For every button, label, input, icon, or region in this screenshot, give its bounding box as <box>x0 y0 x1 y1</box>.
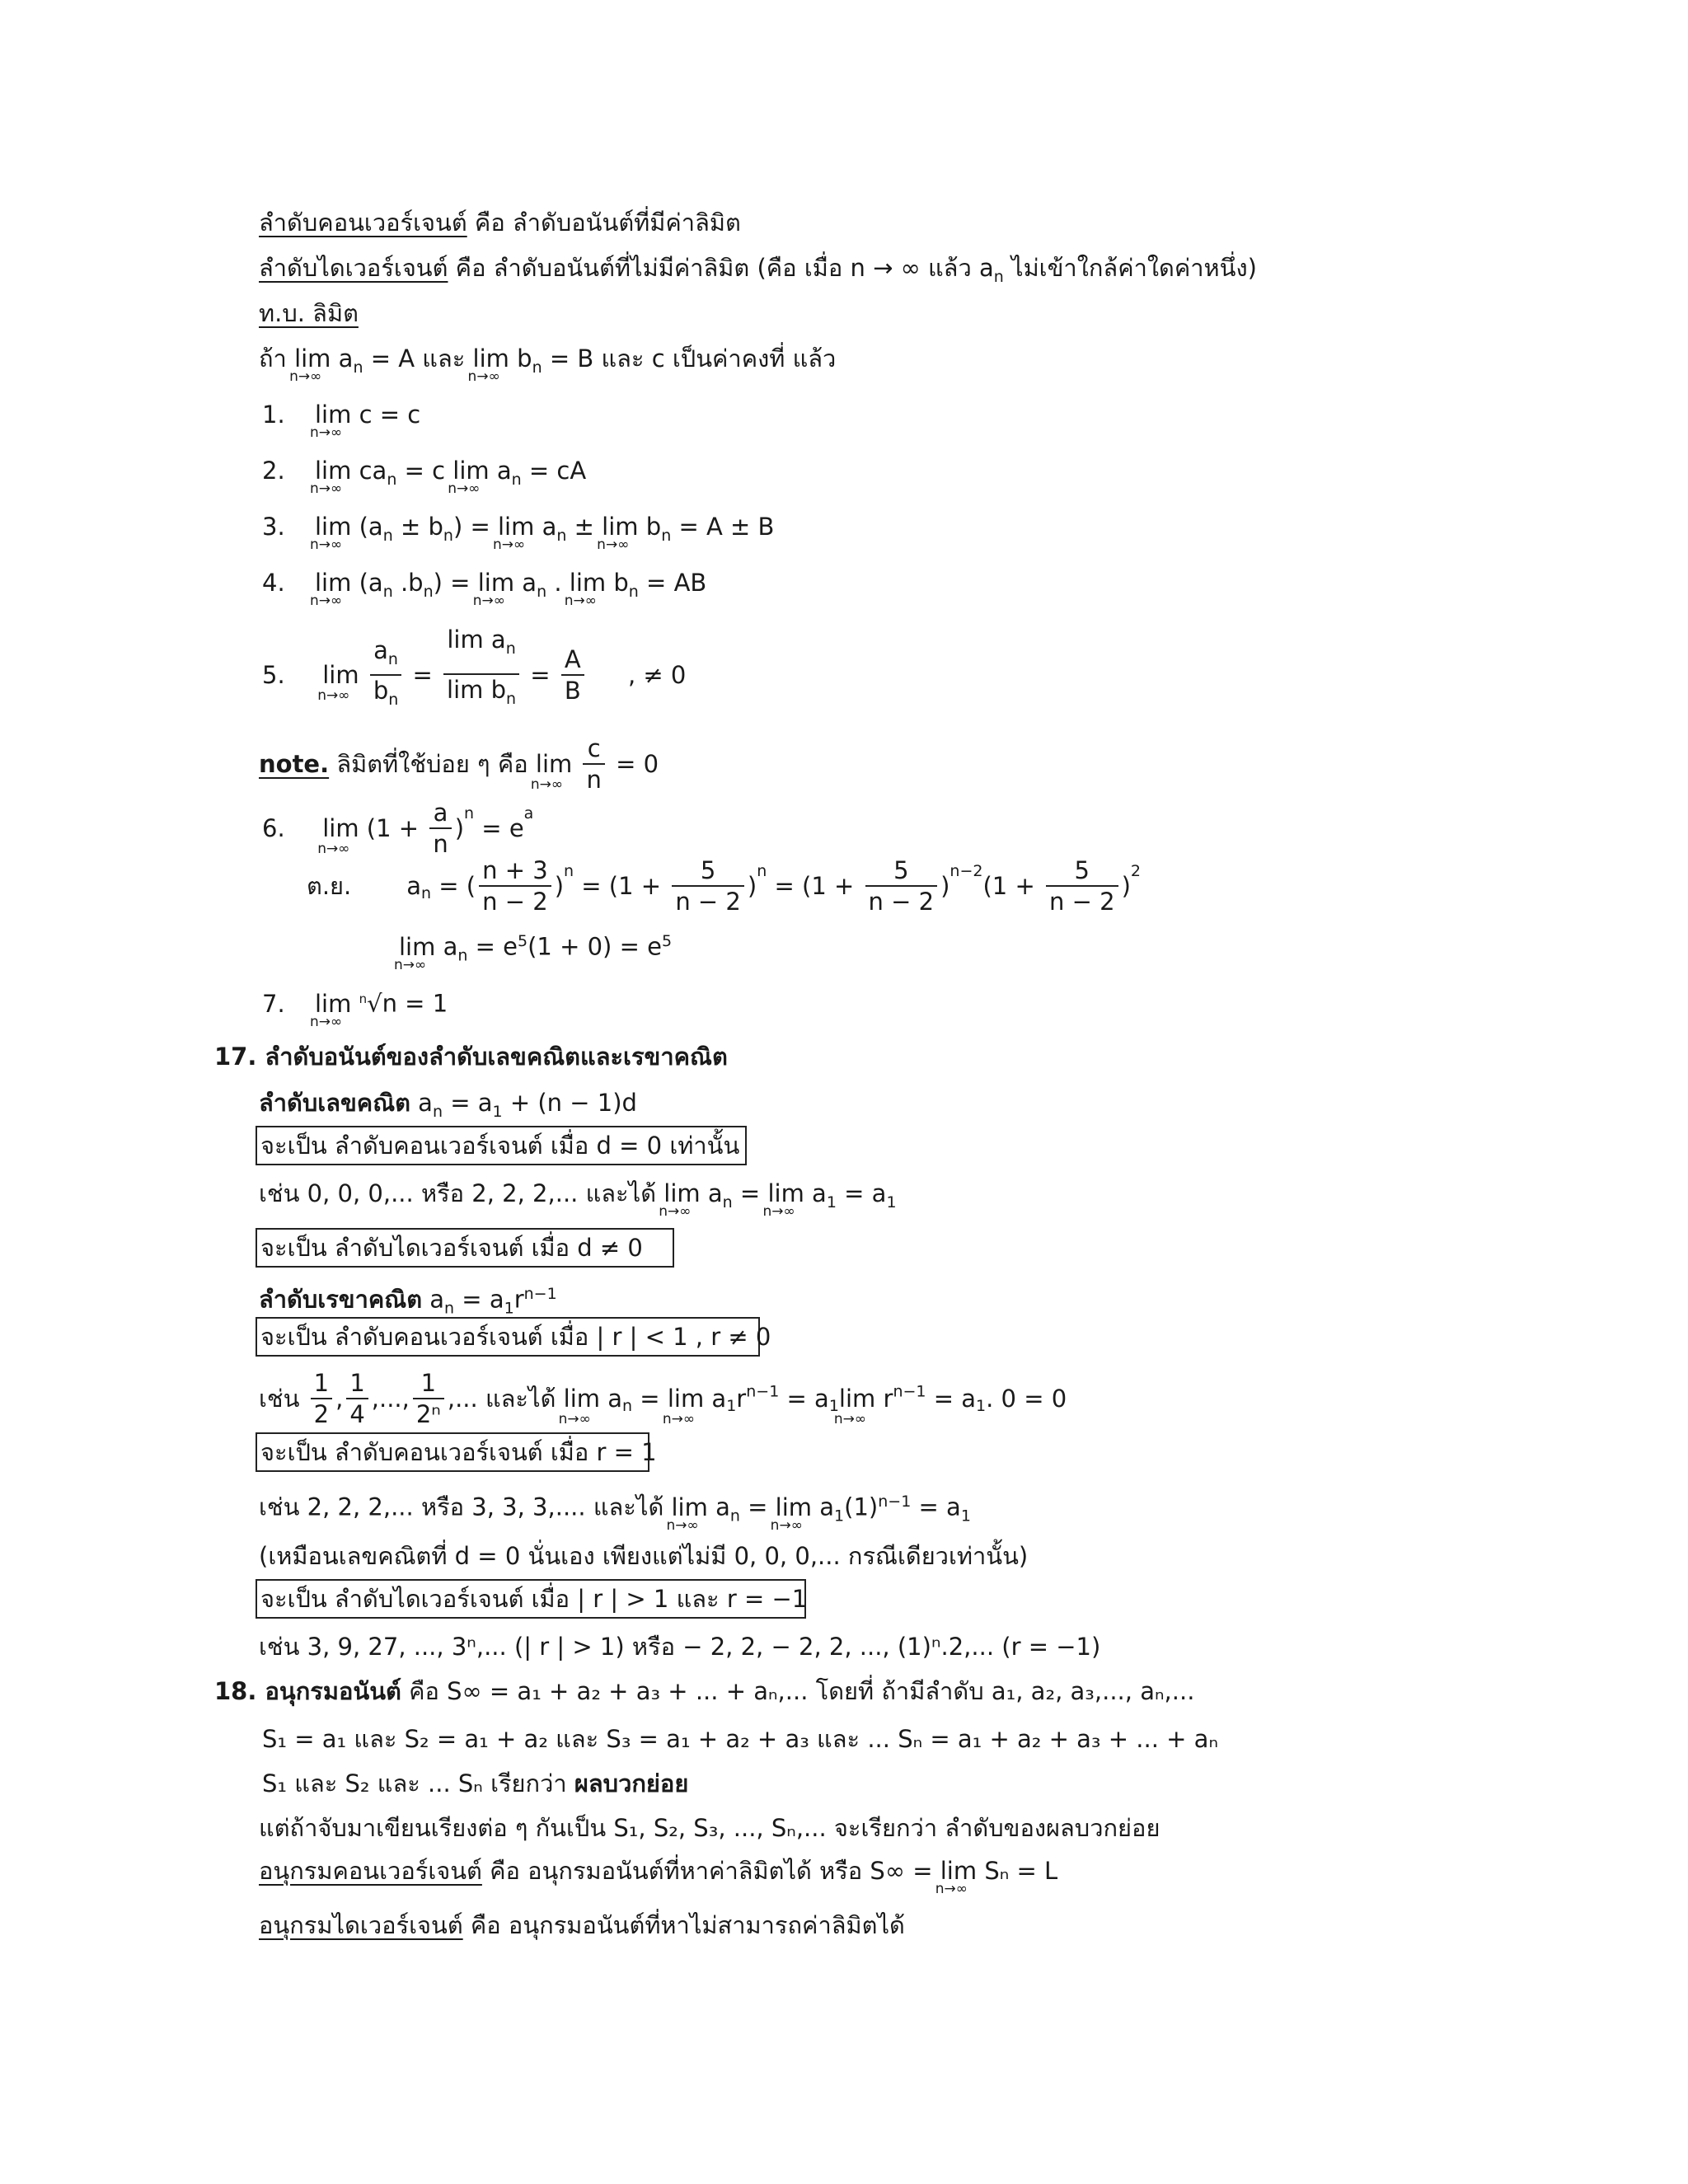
lim-operator: lim n→∞ <box>310 569 352 609</box>
def-divergent-series: อนุกรมไดเวอร์เจนต์ คือ อนุกรมอนันต์ที่หาไม่สามารถค่าลิมิตได้ <box>259 1911 905 1939</box>
fraction-5-n2: $\frac{5}{n - 2}$ <box>865 855 938 916</box>
def-text-2: ไม่เข้าใกล้ค่าใดค่าหนึ่ง) <box>1003 254 1257 282</box>
theorem-premise: ถ้า lim n→∞ $a_n = A$ และ lim n→∞ $b_n = B$ และ c เป็นค่าคงที่ แล้ว <box>259 342 836 384</box>
lim-operator: lim n→∞ <box>448 457 490 497</box>
lim-operator: lim n→∞ <box>472 569 515 609</box>
fraction-5-n2: $\frac{5}{n - 2}$ <box>1046 855 1118 916</box>
boxed-geo-divergent: จะเป็น ลำดับไดเวอร์เจนต์ เมื่อ | r | > 1 และ r = −1 <box>256 1579 806 1619</box>
lim-operator: lim n→∞ <box>659 1179 701 1220</box>
example-rule-6: ต.ย. $a_n$ = ( $\frac{n + 3}{n - 2}$ )$^n$ = (1 + $\frac{5}{n - 2}$ )$^n$ = (1 + $\frac{5}{n - 2}$ )$^{n-2}$(1 + $\frac{5}{n - 2}$ )$^2$ <box>307 856 1141 916</box>
geometric-sequence: ลำดับเรขาคณิต $a_n = a_1r^{n-1}$ <box>259 1285 557 1318</box>
lim-operator: lim n→∞ <box>289 344 331 385</box>
limit-theorem-heading <box>259 297 359 330</box>
lim-operator: lim n→∞ <box>317 660 359 704</box>
geo-example-1: เช่น $\frac{1}{2}$ , $\frac{1}{4}$ ,..., $\frac{1}{\text{2ⁿ}}$ ,... และได้ lim n→∞ $a_n = \lim$ n→∞ $a_1r^{n-1} = a_1\lim$ n→∞ $r^{n-1} = a_1$. 0 = 0 <box>259 1369 1067 1428</box>
lim-operator: lim n→∞ <box>310 401 352 441</box>
text: ถ้า <box>259 344 287 373</box>
lim-operator: lim n→∞ <box>467 344 509 385</box>
text: b <box>509 344 532 373</box>
geo-note-paren: (เหมือนเลขคณิตที่ d = 0 นั่นเอง เพียงแต่ไม่มี 0, 0, 0,... กรณีเดียวเท่านั้น) <box>259 1542 1029 1570</box>
fraction-lim-ratio: $\frac{\lim a_n}{\lim b_n}$ <box>443 625 519 725</box>
def-text: คือ ลำดับอนันต์ที่มีค่าลิมิต <box>467 209 741 237</box>
fraction-n3-n2: $\frac{n + 3}{n - 2}$ <box>479 855 551 916</box>
fraction-5-n2: $\frac{5}{n - 2}$ <box>672 855 744 916</box>
def-divergent-sequence <box>259 251 1257 293</box>
fraction-1-2n: $\frac{1}{\text{2ⁿ}}$ <box>413 1368 444 1429</box>
section-17-heading: 17. ลำดับอนันต์ของลำดับเลขคณิตและเรขาคณิต <box>214 1043 728 1071</box>
fraction-1-2: $\frac{1}{2}$ <box>311 1368 332 1429</box>
rule-7: 7. lim n→∞ $^n$√n = 1 <box>262 982 448 1020</box>
lim-operator: lim n→∞ <box>597 513 639 553</box>
lim-operator: lim n→∞ <box>666 1493 708 1534</box>
lim-operator: lim n→∞ <box>770 1493 813 1534</box>
fraction-a-b: $\frac{A}{B}$ <box>561 644 584 705</box>
example-rule-6-result: lim n→∞ $a_n = e^5(1 + 0) = e^5$ <box>399 925 672 972</box>
section-18-heading: 18. อนุกรมอนันต์ คือ S∞ = a₁ + a₂ + a₃ + ... + aₙ,... โดยที่ ถ้ามีลำดับ a₁, a₂, a₃,..., aₙ,... <box>214 1677 1195 1705</box>
lim-operator: lim n→∞ <box>558 1385 601 1427</box>
partial-sums-name: S₁ และ S₂ และ ... Sₙ เรียกว่า ผลบวกย่อย <box>262 1769 689 1797</box>
rule-1: 1. lim n→∞ c = c <box>262 398 420 431</box>
fraction-c-n: $\frac{c}{n}$ <box>583 733 604 794</box>
rule-4: 4. lim n→∞ ($a_n$ $.b_n) = \lim$ n→∞ $a_n$ . lim n→∞ $b_n$ = AB <box>262 566 706 608</box>
fraction-1-4: $\frac{1}{4}$ <box>346 1368 368 1429</box>
text: = B และ c เป็นค่าคงที่ แล้ว <box>542 344 837 373</box>
lim-operator: lim n→∞ <box>310 513 352 553</box>
lim-operator: lim n→∞ <box>833 1385 876 1427</box>
rule-2: 2. lim n→∞ $ca_n = c$ lim n→∞ $a_n$ = cA <box>262 454 586 496</box>
def-convergent-sequence <box>259 206 741 239</box>
subscript: n <box>993 267 1004 286</box>
geo-example-3: เช่น 3, 9, 27, ..., 3ⁿ,... (| r | > 1) หรือ − 2, 2, − 2, 2, ..., (1)ⁿ.2,... (r = −1) <box>259 1633 1101 1661</box>
term-divergent-sequence: ลำดับไดเวอร์เจนต์ <box>259 254 448 282</box>
def-convergent-series: อนุกรมคอนเวอร์เจนต์ คือ อนุกรมอนันต์ที่หาค่าลิมิตได้ หรือ S∞ = lim n→∞ Sₙ = L <box>259 1854 1057 1887</box>
text: = A และ <box>363 344 473 373</box>
partial-sums: S₁ = a₁ และ S₂ = a₁ + a₂ และ S₃ = a₁ + a₂ + a₃ และ ... Sₙ = a₁ + a₂ + a₃ + ... + aₙ <box>262 1725 1218 1753</box>
boxed-geo-convergent-1: จะเป็น ลำดับคอนเวอร์เจนต์ เมื่อ | r | < 1 , r ≠ 0 <box>256 1317 760 1357</box>
lim-operator: lim n→∞ <box>564 569 607 609</box>
note-common-limit: note. ลิมิตที่ใช้บ่อย ๆ คือ lim n→∞ $\frac{c}{n}$ = 0 <box>259 734 659 794</box>
def-text: คือ ลำดับอนันต์ที่ไม่มีค่าลิมิต (คือ เมื่อ n → ∞ แล้ว a <box>448 254 994 282</box>
note-label: note. <box>259 750 330 778</box>
lim-operator: lim n→∞ <box>493 513 535 553</box>
lim-operator: lim n→∞ <box>935 1857 978 1897</box>
lim-operator: lim n→∞ <box>317 814 359 857</box>
limit-theorem-title: ท.บ. ลิมิต <box>259 299 359 327</box>
lim-operator: lim n→∞ <box>310 457 352 497</box>
rule-5: 5. lim n→∞ $\frac{a_n}{b_n}$ = $\frac{\lim a_n}{\lim b_n}$ = $\frac{A}{B}$ , ≠ 0 <box>262 625 686 725</box>
lim-operator: lim n→∞ <box>530 750 573 793</box>
sequence-of-partial-sums: แต่ถ้าจับมาเขียนเรียงต่อ ๆ กันเป็น S₁, S₂, S₃, ..., Sₙ,... จะเรียกว่า ลำดับของผลบวกย่อย <box>259 1814 1160 1842</box>
boxed-arith-convergent: จะเป็น ลำดับคอนเวอร์เจนต์ เมื่อ d = 0 เท่านั้น <box>256 1126 747 1165</box>
rule-6: 6. lim n→∞ (1 + $\frac{a}{n}$ )$^n = e^a$ <box>262 799 534 858</box>
text: a <box>331 344 354 373</box>
term-convergent-sequence: ลำดับคอนเวอร์เจนต์ <box>259 209 467 237</box>
fraction-a-n: $\frac{a}{n}$ <box>429 798 451 859</box>
fraction-an-bn: $\frac{a_n}{b_n}$ <box>370 635 401 715</box>
boxed-geo-convergent-2: จะเป็น ลำดับคอนเวอร์เจนต์ เมื่อ r = 1 <box>256 1432 649 1472</box>
lim-operator: lim n→∞ <box>662 1385 705 1427</box>
lim-operator: lim n→∞ <box>310 989 352 1030</box>
geo-example-2: เช่น 2, 2, 2,... หรือ 3, 3, 3,.... และได้ lim n→∞ $a_n = \lim$ n→∞ $a_1(1)^{n-1} = a_1$ <box>259 1485 971 1532</box>
lim-operator: lim n→∞ <box>762 1179 804 1220</box>
rule-3: 3. lim n→∞ $(a_n \pm b_n) = \lim$ n→∞ $a_n \pm \lim$ n→∞ $b_n = A \pm B$ <box>262 510 774 552</box>
lim-operator: lim n→∞ <box>394 932 436 973</box>
arithmetic-sequence: ลำดับเลขคณิต $a_n = a_1 + (n - 1)d$ <box>259 1089 637 1121</box>
boxed-arith-divergent: จะเป็น ลำดับไดเวอร์เจนต์ เมื่อ d ≠ 0 <box>256 1228 674 1268</box>
arith-example: เช่น 0, 0, 0,... หรือ 2, 2, 2,... และได้ lim n→∞ $a_n = \lim$ n→∞ $a_1 = a_1$ <box>259 1177 897 1219</box>
